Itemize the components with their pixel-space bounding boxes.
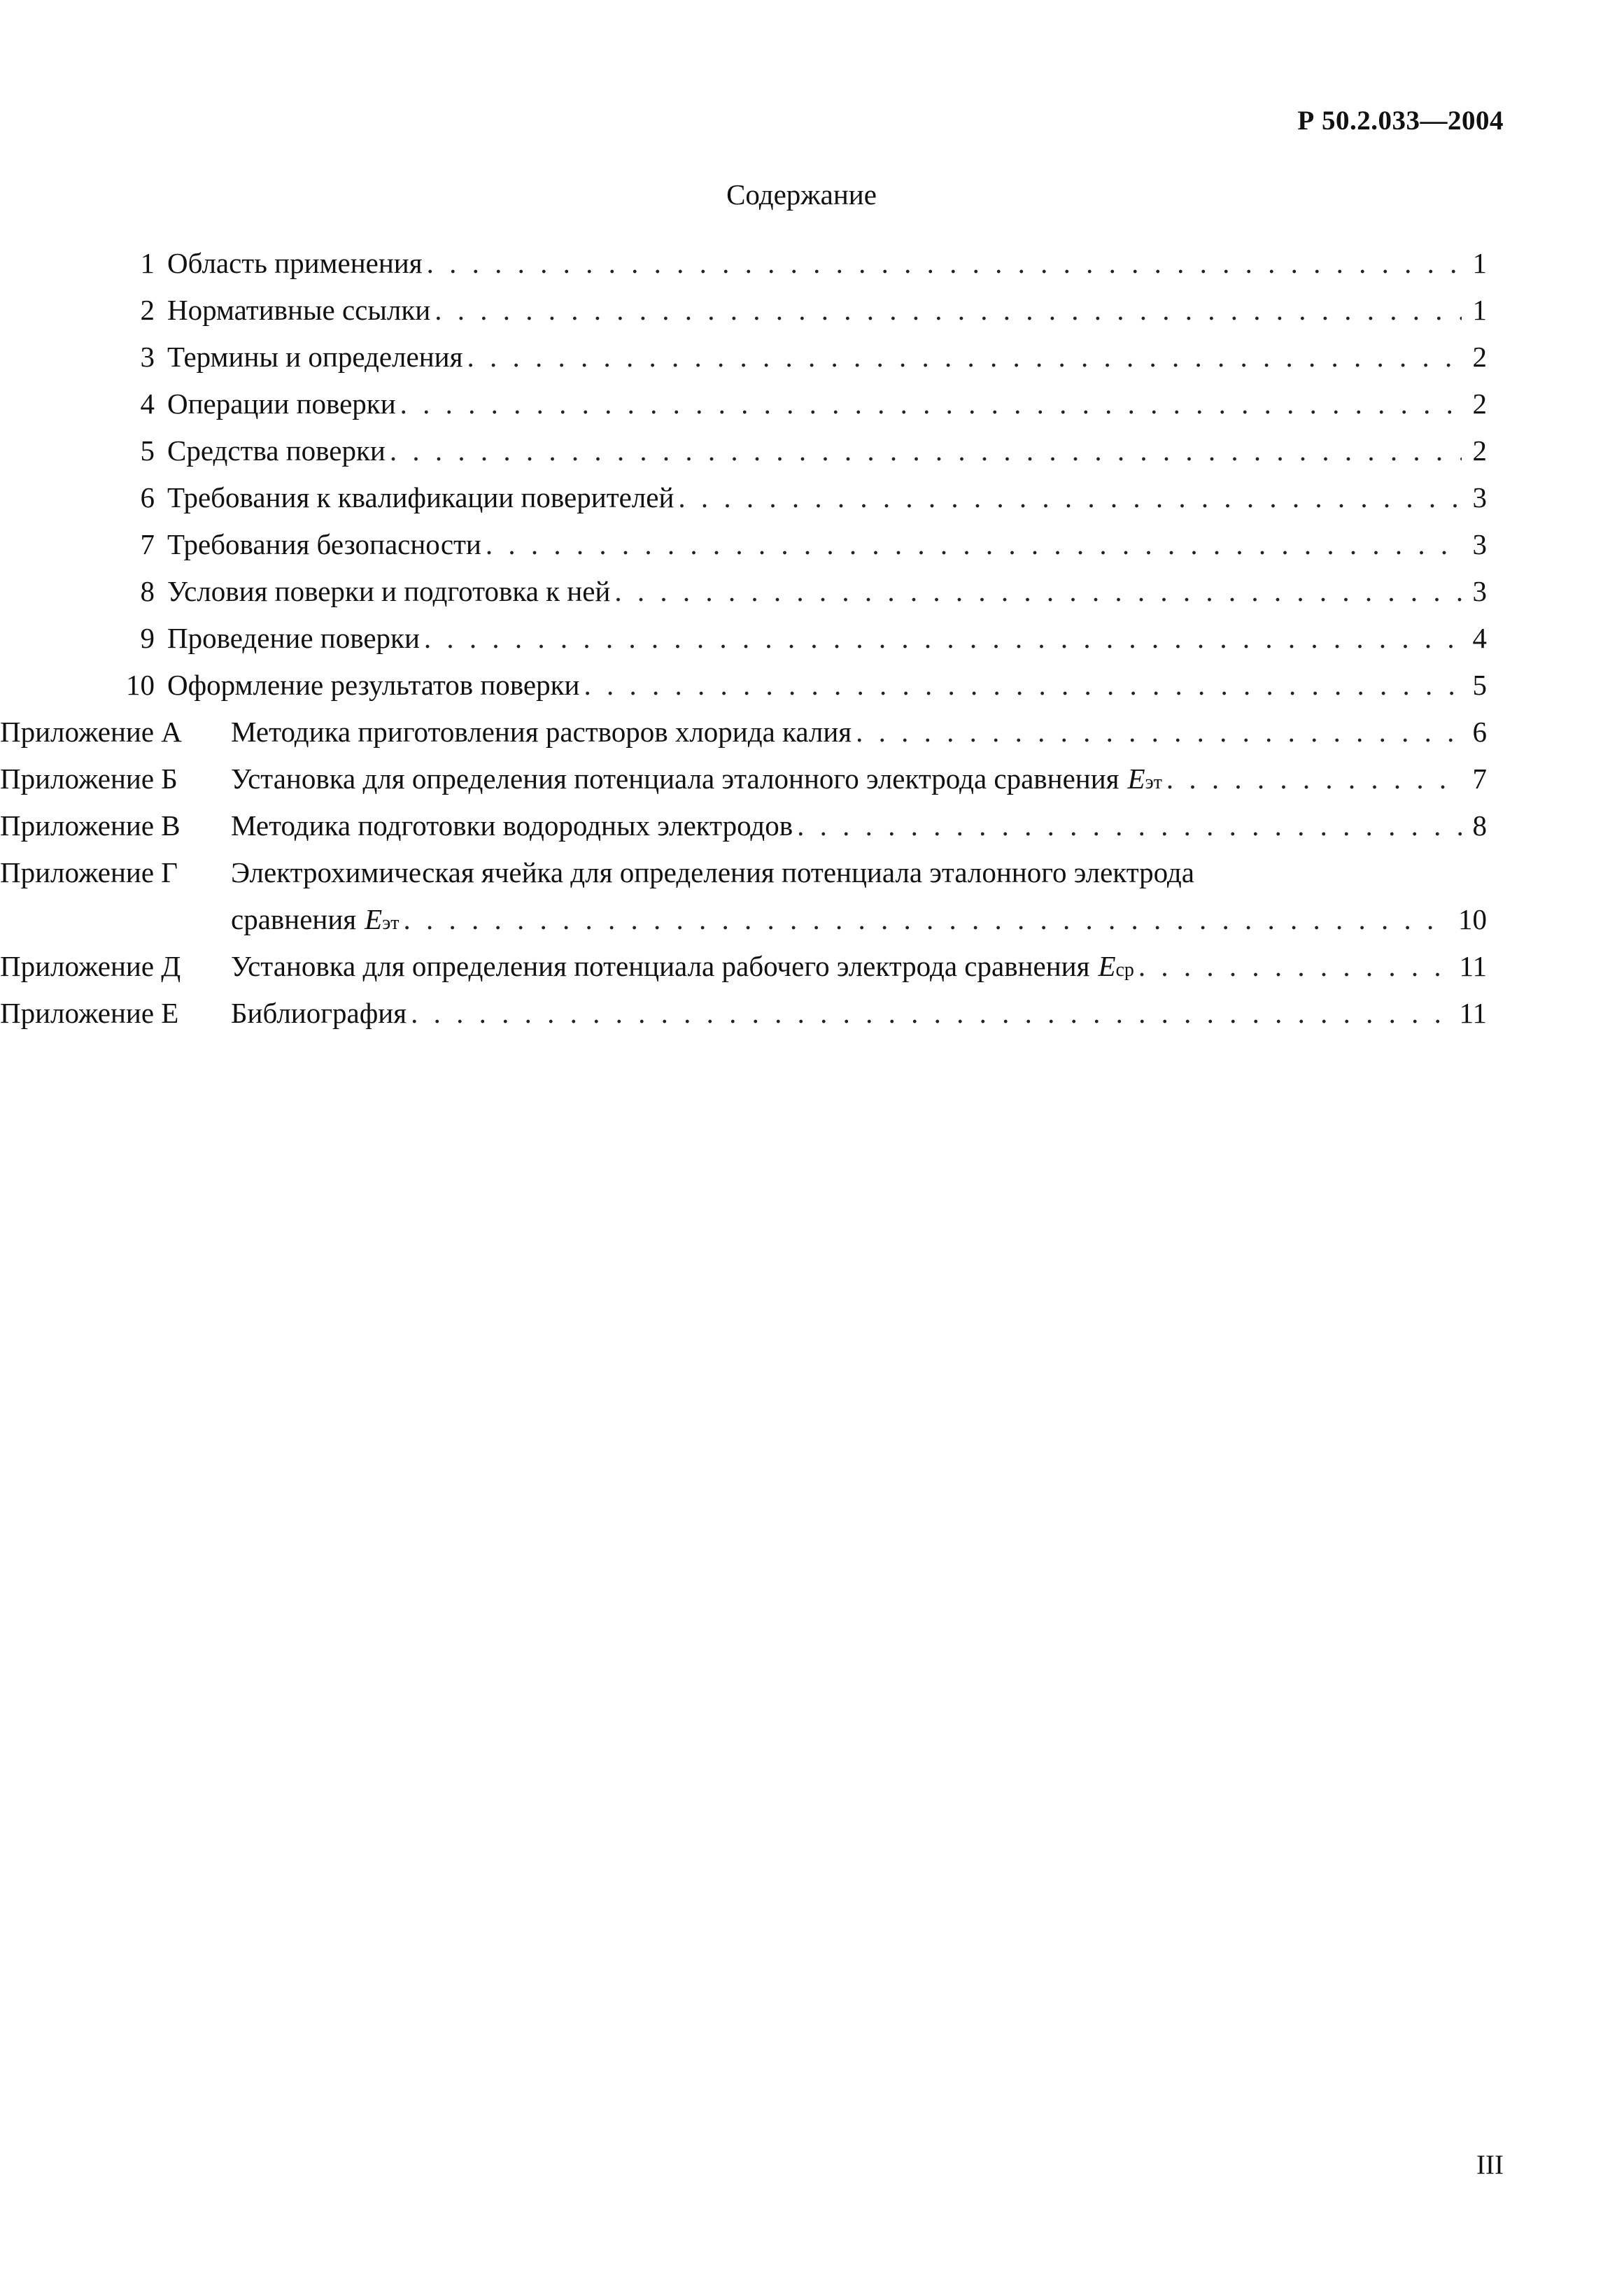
appendix-title: Электрохимическая ячейка для определения потенциала эталонного электрода [231,856,1194,888]
toc-entry-number: 10 [126,669,155,701]
toc-appendix-v[interactable] [0,809,1487,856]
toc-entry-title: Условия поверки и подготовка к ней [167,575,611,607]
toc-appendix-e[interactable] [0,996,1487,1043]
toc-entry-page: 7 [1472,763,1487,795]
page-number: III [1476,2150,1504,2180]
appendix-label: Приложение А [0,716,182,748]
toc-appendix-b[interactable] [0,762,1487,809]
toc-entry[interactable] [108,434,1487,481]
toc-entry-page: 2 [1472,341,1487,373]
toc-entry-title: Проведение поверки [167,622,420,654]
leader-dots [856,715,1462,749]
leader-dots [678,481,1462,514]
appendix-label: Приложение Г [0,856,178,888]
toc-entry-number: 8 [140,575,155,607]
leader-dots [400,387,1462,420]
toc-entry-page: 2 [1472,388,1487,420]
toc-entry[interactable] [108,527,1487,574]
toc-entry-page: 1 [1472,294,1487,326]
toc-entry-page: 8 [1472,809,1487,842]
leader-dots [1138,949,1453,983]
toc-entry-number: 7 [140,528,155,560]
toc-entry-number: 2 [140,294,155,326]
toc-entry[interactable] [108,246,1487,293]
appendix-label: Приложение В [0,809,181,842]
toc-entry-title: Средства поверки [167,434,386,467]
toc-entry-page: 2 [1472,434,1487,467]
toc-entry-number: 9 [140,622,155,654]
leader-dots [584,668,1462,702]
leader-dots [424,621,1462,655]
toc-entry-number: 5 [140,434,155,467]
leader-dots [427,246,1462,280]
appendix-title: Библиография [231,997,407,1029]
leader-dots [797,809,1462,842]
toc-entry[interactable] [108,574,1487,621]
appendix-label: Приложение Д [0,950,181,982]
toc-entry[interactable] [108,621,1487,668]
table-of-contents [0,246,1487,1043]
appendix-label: Приложение Е [0,997,179,1029]
leader-dots [411,996,1452,1030]
toc-entry-title: Требования безопасности [167,528,481,560]
toc-entry-number: 1 [140,247,155,279]
toc-entry-page: 3 [1472,575,1487,607]
toc-entry-title: Операции поверки [167,388,396,420]
leader-dots [435,293,1462,327]
potential-symbol: Eср [1098,950,1134,982]
toc-entry-page: 3 [1472,481,1487,513]
toc-entry-page: 11 [1459,997,1487,1029]
leader-dots [390,434,1462,467]
toc-entry[interactable] [108,340,1487,387]
potential-symbol: Eэт [365,903,400,935]
appendix-title: Установка для определения потенциала рабочего электрода сравнения [231,950,1090,982]
toc-entry-page: 3 [1472,528,1487,560]
toc-entry-page: 6 [1472,716,1487,748]
toc-entry-page: 4 [1472,622,1487,654]
toc-entry-title: Область применения [167,247,423,279]
appendix-title: Методика подготовки водородных электродов [231,809,793,842]
toc-appendix-g[interactable] [0,856,1487,902]
toc-title: Содержание [726,178,877,211]
toc-entry-title: Термины и определения [167,341,463,373]
toc-entry-number: 6 [140,481,155,513]
leader-dots [614,574,1462,608]
appendix-title: Установка для определения потенциала эталонного электрода сравнения [231,763,1120,795]
toc-entry-page: 11 [1459,950,1487,982]
potential-symbol: Eэт [1127,763,1162,795]
leader-dots [403,902,1451,936]
toc-entry[interactable] [108,293,1487,340]
toc-entry[interactable] [108,387,1487,434]
toc-entry-page: 1 [1472,247,1487,279]
leader-dots [486,527,1462,561]
toc-entry-page: 10 [1458,903,1487,935]
toc-entry[interactable] [108,481,1487,527]
toc-appendix-d[interactable] [0,949,1487,996]
toc-entry-title: Требования к квалификации поверителей [167,481,675,513]
toc-appendix-g-continued[interactable] [0,902,1487,949]
appendix-title: Методика приготовления растворов хлорида калия [231,716,852,748]
toc-entry[interactable] [108,668,1487,715]
toc-entry-title: Нормативные ссылки [167,294,431,326]
toc-appendix-a[interactable] [0,715,1487,762]
appendix-label: Приложение Б [0,763,178,795]
appendix-title-continued: сравнения [231,903,357,935]
toc-entry-number: 3 [140,341,155,373]
toc-entry-title: Оформление результатов поверки [167,669,580,701]
leader-dots [1166,762,1462,795]
toc-entry-number: 4 [140,388,155,420]
toc-entry-page: 5 [1472,669,1487,701]
leader-dots [467,340,1462,374]
document-code: Р 50.2.033—2004 [1297,106,1504,136]
